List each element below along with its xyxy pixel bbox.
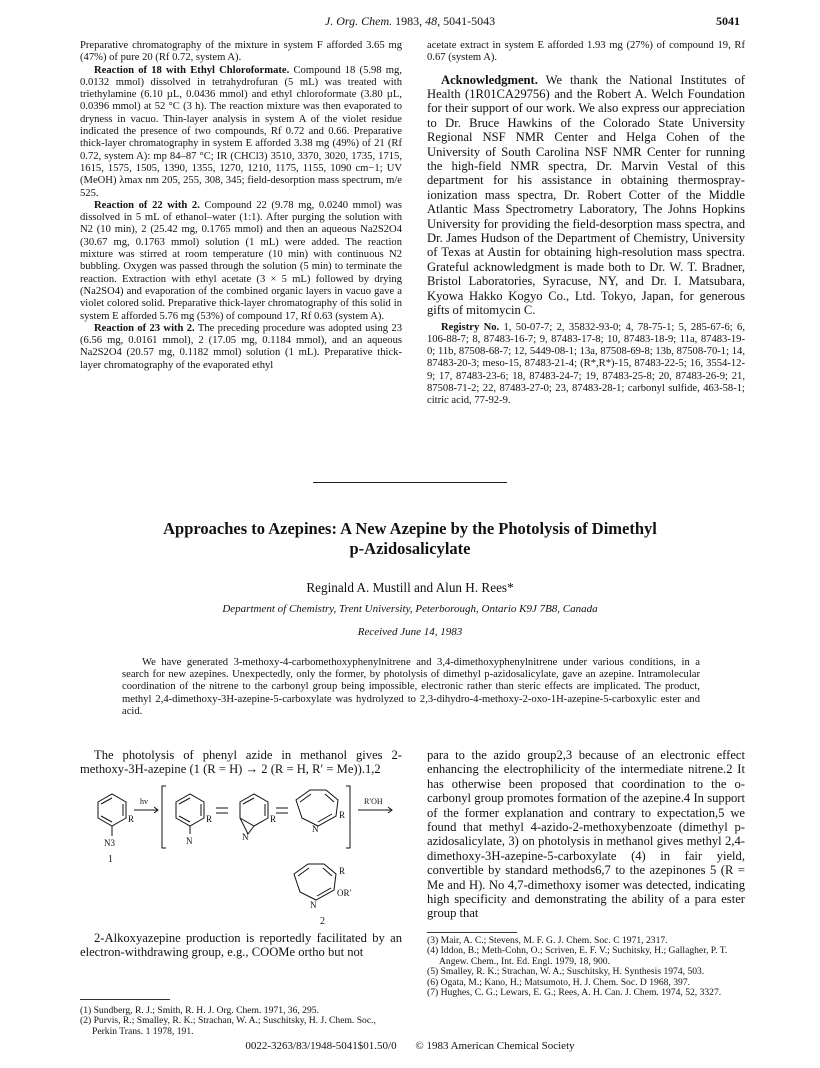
footnote: (1) Sundberg, R. J.; Smith, R. H. J. Org. Chem. 1971, 36, 295.	[80, 1005, 319, 1016]
footnote: (5) Smalley, R. K.; Strachan, W. A.; Suschitsky, H. Synthesis 1974, 503.	[427, 966, 705, 978]
ack-heading: Acknowledgment.	[441, 72, 538, 87]
paragraph-text: Compound 18 (5.98 mg, 0.0132 mmol) dissolved in tetrahydrofuran (5 mL) was treated with triethylamine (6.10 µL, 0.0436 mmol) and ethyl chloroformate (3.80 µL, 0.0396 mmol) at 52 °C (3 h). The reaction mixture was then evaporated to dryness in vacuo. Thin-layer analysis in system A of the violet residue indicated the presence of two compounds, Rf 0.72 and 0.66. Preparative thick-layer chromatography in system E afforded 3.38 mg (49%) of 21 (Rf 0.72, system A): mp 84–87 °C; IR (CHCl3) 3510, 3370, 3020, 1735, 1715, 1615, 1575, 1505, 1390, 1355, 1270, 1210, 1175, 1155, 1090 cm−1; UV (MeOH) λmax nm 205, 255, 308, 345; field-desorption mass spectrum, m/e 525.	[80, 64, 402, 199]
compound-number-2: 2	[320, 916, 325, 927]
azirine-ring	[240, 794, 268, 826]
registry-numbers	[427, 322, 745, 408]
reaction-scheme	[80, 782, 402, 932]
page-number: 5041	[716, 14, 740, 28]
footnote: (7) Hughes, C. G.; Lewars, E. G.; Rees, A. H. Can. J. Chem. 1974, 52, 3327.	[427, 987, 722, 999]
authors: Reginald A. Mustill and Alun H. Rees*	[306, 580, 514, 595]
nitrogen-label: N	[186, 836, 193, 846]
compound-number-1: 1	[108, 854, 113, 865]
body-paragraph: The photolysis of phenyl azide in methanol gives 2-methoxy-3H-azepine (1 (R = H) → 2 (R = H, R′ = Me)).1,2	[80, 748, 402, 777]
article-title	[120, 519, 700, 559]
azepine-product-ring	[294, 864, 336, 900]
ack-text: We thank the National Institutes of Health (1R01CA29756) and the Robert A. Welch Foundation for their support of our work. We also express our appreciation to Dr. Bruce Hawkins of the Colorado State University Regional NSF NMR Center and Helga Cohen of the University of South Carolina NSF NMR Center for running the high-field NMR spectra, Dr. Marvin Vestal of this department for his assistance in obtaining thermospray-ionization mass spectra, Dr. Robert Cotter of the Middle Atlantic Mass Spectrometry Laboratory, The Johns Hopkins University for providing the field-desorption mass spectra, and Dr. James Hudson of the Department of Chemistry, University of Texas at Austin for obtaining high-resolution mass spectra. Grateful acknowledgment is made both to Dr. W. T. Bradner, Bristol Laboratories, Syracuse, NY, and Dr. I. Matsubara, Kyowa Hakko Kogyo Co., Ltd. Tokyo, Japan, for generous gifts of mitomycin C.	[427, 72, 746, 318]
title-line: p-Azidosalicylate	[349, 539, 471, 558]
article-code: 0022-3263/83/1948-5041$01.50/0	[245, 1040, 397, 1052]
substituent-label: R	[270, 814, 277, 824]
footnote-rule	[80, 999, 170, 1000]
section-run-in-heading: Reaction of 18 with Ethyl Chloroformate.	[94, 64, 290, 76]
substituent-label: R	[339, 810, 346, 820]
footnote: (3) Mair, A. C.; Stevens, M. F. G. J. Chem. Soc. C 1971, 2317.	[427, 935, 668, 946]
received-date: Received June 14, 1983	[357, 626, 463, 638]
body-left-continued	[80, 931, 402, 960]
journal-volume: 48,	[425, 14, 441, 28]
alkoxy-label: OR′	[337, 888, 352, 898]
body-paragraph: 2-Alkoxyazepine production is reportedly facilitated by an electron-withdrawing group, e.g., COOMe ortho but not	[80, 931, 402, 960]
body-right-column	[427, 748, 745, 921]
footnote-rule	[427, 932, 517, 933]
body-paragraph: para to the azido group2,3 because of an electronic effect enhancing the electrophilicity of the intermediate nitrene.2 It has otherwise been proposed that coordination to the o-carbonyl group promotes formation of the azepine.4 In support of the former explanation and contrary to expectation,5 we found that methyl 4-azido-2-methoxybenzoate (dimethyl p-azidosalicylate, 3) on photolysis in methanol gives methyl 2,4-dimethoxy-3H-azepine-5-carboxylate (4) in fair yield, convertible by standard methods6,7 to the azepinones 5 (R = Me and H). No 4,7-dimethoxy isomer was detected, indicating high specificity and demonstrating the ability of a para ester group that	[427, 748, 745, 921]
registry-heading: Registry No.	[441, 321, 500, 333]
azepine-intermediate-ring	[296, 790, 338, 826]
page-footer	[80, 1040, 740, 1052]
prev-paragraph	[80, 200, 402, 323]
footnote: (4) Iddon, B.; Meth-Cohn, O.; Scriven, E. F. V.; Suchitsky, H.; Gallagher, P. T. Angew. Chem., Int. Ed. Engl. 1979, 18, 900.	[427, 945, 728, 967]
acknowledgment	[427, 73, 745, 318]
copyright: © 1983 American Chemical Society	[415, 1040, 575, 1052]
prev-paragraph: Preparative chromatography of the mixture in system F afforded 3.65 mg (47%) of pure 20 (Rf 0.72, system A).	[80, 40, 402, 64]
hv-label: hv	[140, 797, 148, 806]
journal-name: J. Org. Chem.	[324, 14, 393, 28]
article-separator	[313, 482, 507, 483]
substituent-label: R	[128, 814, 135, 824]
prev-paragraph	[80, 65, 402, 200]
prev-paragraph: acetate extract in system E afforded 1.93 mg (27%) of compound 19, Rf 0.67 (system A).	[427, 40, 745, 64]
prev-article-left-column	[80, 40, 402, 372]
footnote: (6) Ogata, M.; Kano, H.; Matsumoto, H. J. Chem. Soc. D 1968, 397.	[427, 976, 691, 988]
running-header	[80, 14, 740, 34]
footnotes-left	[80, 1006, 402, 1037]
section-run-in-heading: Reaction of 23 with 2.	[94, 322, 195, 334]
nitrene-ring	[176, 794, 204, 826]
title-line: Approaches to Azepines: A New Azepine by the Photolysis of Dimethyl	[163, 519, 657, 538]
nitrogen-label: N	[312, 824, 319, 834]
section-run-in-heading: Reaction of 22 with 2.	[94, 199, 200, 211]
abstract: We have generated 3-methoxy-4-carbomethoxyphenylnitrene and 3,4-dimethoxyphenylnitrene under various conditions, in a search for new azepines. Unexpectedly, only the former, by photolysis of dimethyl p-azidosalicylate, gave an azepine. Intramolecular coordination of the nitrene to the carbonyl group being impossible, electronic rather than steric effects are implicated. The product, methyl 2,4-dimethoxy-3H-azepine-5-carboxylate was hydrolyzed to 2,3-dihydro-4-methoxy-2-oxo-1H-azepine-5-carboxylic ester and acid.	[122, 657, 700, 717]
substituent-label: R	[339, 866, 346, 876]
nitrogen-label: N	[242, 832, 249, 842]
journal-year: 1983,	[395, 14, 423, 28]
header-citation	[80, 14, 740, 29]
journal-pages: 5041-5043	[443, 14, 496, 28]
footnote: (2) Purvis, R.; Smalley, R. K.; Strachan, W. A.; Suschitsky, H. J. Chem. Soc., Perkin Trans. 1 1978, 191.	[80, 1015, 376, 1037]
registry-text: 1, 50-07-7; 2, 35832-93-0; 4, 78-75-1; 5, 285-67-6; 6, 106-88-7; 8, 87483-16-7; 9, 87483-17-8; 10, 87483-18-9; 11a, 87483-19-0; 11b, 87508-68-7; 12, 5449-08-1; 13a, 87508-69-8; 13b, 87508-70-1; 14, 87483-20-3; meso-15, 87483-21-4; (R*,R*)-15, 87483-22-5; 16, 3554-12-9; 17, 87483-23-6; 18, 87483-24-7; 19, 87483-25-8; 20, 87483-26-9; 21, 87508-71-2; 22, 87483-27-0; 23, 87483-28-1; carbonyl sulfide, 463-58-1; citric acid, 77-92-9.	[427, 321, 745, 407]
footnotes-right	[427, 936, 745, 998]
paragraph-text: Compound 22 (9.78 mg, 0.0240 mmol) was dissolved in 5 mL of ethanol–water (1:1). After purging the solution with N2 (10 min), 2 (25.42 mg, 0.1765 mmol) and then an aqueous Na2S2O4 (30.67 mg, 0.1763 mmol) solution (1 mL) were added. The reaction mixture was stirred at room temperature (10 min) with continuous N2 bubbling. Oxygen was passed through the solution (5 min) to terminate the reaction. Extraction with ethyl acetate (3 × 5 mL) followed by drying (Na2SO4) and evaporation of the combined organic layers in vacuo gave a violet colored solid. Preparative thick-layer chromatography of this solid in system E afforded 5.76 mg (53%) of compound 17, Rf 0.63 (system A).	[80, 199, 403, 322]
benzene-ring-1	[98, 794, 126, 826]
affiliation: Department of Chemistry, Trent University, Peterborough, Ontario K9J 7B8, Canada	[222, 603, 598, 615]
reagent-label: R′OH	[364, 797, 383, 806]
substituent-label: R	[206, 814, 213, 824]
prev-article-right-column	[427, 40, 745, 408]
paragraph-text: The preceding procedure was adopted using 23 (6.56 mg, 0.0161 mmol), 2 (17.05 mg, 0.1184 mmol), and an aqueous Na2S2O4 (20.57 mg, 0.1182 mmol) solution (1 mL). Preparative thick-layer chromatography of the evaporated ethyl	[80, 322, 402, 371]
prev-paragraph	[80, 323, 402, 372]
nitrogen-label: N	[310, 900, 317, 910]
body-left-intro	[80, 748, 402, 777]
azide-label: N3	[104, 838, 115, 848]
